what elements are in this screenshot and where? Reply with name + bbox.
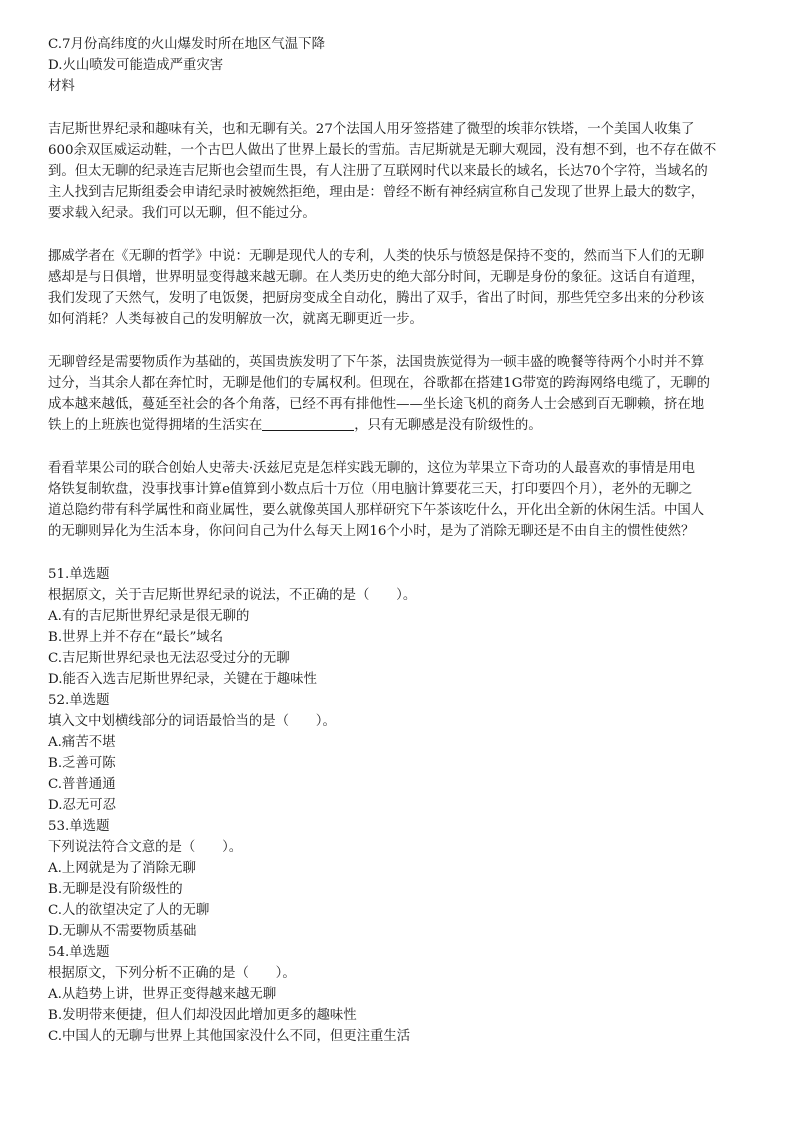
- paragraph-line: 我们发现了天然气，发明了电饭煲，把厨房变成全自动化，腾出了双手，省出了时间，那些凭空多出来的分秒该: [48, 291, 705, 306]
- paragraph-line: 感却是与日俱增，世界明显变得越来越无聊。在人类历史的绝大部分时间，无聊是身份的象征。这话自有道理，: [48, 270, 705, 285]
- blank-suffix: ，只有无聊感是没有阶级性的。: [354, 418, 542, 433]
- header-lines: [48, 34, 758, 97]
- option-d: D.忍无可忍: [48, 798, 117, 813]
- blank-prefix: 铁上的上班族也觉得拥堵的生活实在: [48, 418, 263, 433]
- question-stem: 根据原文，下列分析不正确的是（ ）。: [48, 966, 296, 981]
- paragraph-line: 无聊曾经是需要物质作为基础的，英国贵族发明了下午茶，法国贵族觉得为一顿丰盛的晚餐等待两个小时并不算: [48, 355, 705, 370]
- option-c: C.中国人的无聊与世界上其他国家没什么不同，但更注重生活: [48, 1029, 411, 1044]
- question-stem: 下列说法符合文意的是（ ）。: [48, 840, 243, 855]
- question-number: 52.单选题: [48, 693, 110, 708]
- option-b: B.世界上并不存在“最长”域名: [48, 630, 224, 645]
- question-stem: 填入文中划横线部分的词语最恰当的是（ ）。: [48, 714, 336, 729]
- question-51: [48, 564, 758, 690]
- question-52: [48, 690, 758, 816]
- paragraph-line: 到。但太无聊的纪录连吉尼斯也会望而生畏，有人注册了互联网时代以来最长的域名，长达70个字符，当域名的: [48, 164, 708, 179]
- passage-paragraph-3: [48, 352, 758, 436]
- paragraph-line: 600余双匡威运动鞋，一个古巴人做出了世界上最长的雪茄。吉尼斯就是无聊大观园，没有想不到，也不存在做不: [48, 143, 717, 158]
- passage-paragraph-1: [48, 119, 758, 224]
- option-c: C.人的欲望决定了人的无聊: [48, 903, 210, 918]
- passage-paragraph-4: [48, 458, 758, 542]
- paragraph-line-with-blank: [48, 415, 758, 436]
- paragraph-line: 过分，当其余人都在奔忙时，无聊是他们的专属权利。但现在，谷歌都在搭建1G带宽的跨海网络电缆了，无聊的: [48, 376, 710, 391]
- paragraph-line: 的无聊则异化为生活本身，你问问自己为什么每天上网16个小时，是为了消除无聊还是不由自主的惯性使然？: [48, 524, 695, 539]
- paragraph-line: 挪威学者在《无聊的哲学》中说：无聊是现代人的专利，人类的快乐与愤怒是保持不变的，然而当下人们的无聊: [48, 249, 705, 264]
- question-number: 51.单选题: [48, 567, 110, 582]
- option-d-prev: D.火山喷发可能造成严重灾害: [48, 58, 224, 73]
- paragraph-line: 主人找到吉尼斯组委会申请纪录时被婉然拒绝，理由是：曾经不断有神经病宣称自己发现了世界上最大的数字，: [48, 185, 705, 200]
- option-b: B.无聊是没有阶级性的: [48, 882, 183, 897]
- document-page: [48, 34, 758, 1047]
- fill-in-blank: [262, 417, 354, 431]
- paragraph-line: 如何消耗？人类每被自己的发明解放一次，就离无聊更近一步。: [48, 312, 423, 327]
- paragraph-line: 吉尼斯世界纪录和趣味有关，也和无聊有关。27个法国人用牙签搭建了微型的埃菲尔铁塔，一个美国人收集了: [48, 122, 695, 137]
- option-a: A.痛苦不堪: [48, 735, 116, 750]
- option-b: B.乏善可陈: [48, 756, 116, 771]
- material-heading: 材料: [48, 79, 75, 94]
- option-c: C.普普通通: [48, 777, 116, 792]
- question-number: 54.单选题: [48, 945, 110, 960]
- question-stem: 根据原文，关于吉尼斯世界纪录的说法，不正确的是（ ）。: [48, 588, 417, 603]
- question-number: 53.单选题: [48, 819, 110, 834]
- option-d: D.无聊从不需要物质基础: [48, 924, 197, 939]
- paragraph-line: 道总隐约带有科学属性和商业属性，要么就像英国人那样研究下午茶该吃什么，开化出全新的休闲生活。中国人: [48, 503, 705, 518]
- paragraph-line: 成本越来越低，蔓延至社会的各个角落，已经不再有排他性——坐长途飞机的商务人士会感到百无聊赖，挤在地: [48, 397, 705, 412]
- option-a: A.有的吉尼斯世界纪录是很无聊的: [48, 609, 250, 624]
- option-a: A.从趋势上讲，世界正变得越来越无聊: [48, 987, 277, 1002]
- paragraph-line: 看看苹果公司的联合创始人史蒂夫·沃兹尼克是怎样实践无聊的，这位为苹果立下奇功的人最喜欢的事情是用电: [48, 461, 696, 476]
- passage-paragraph-2: [48, 246, 758, 330]
- option-d: D.能否入选吉尼斯世界纪录，关键在于趣味性: [48, 672, 317, 687]
- question-53: [48, 816, 758, 942]
- question-54: [48, 942, 758, 1047]
- paragraph-line: 要求载入纪录。我们可以无聊，但不能过分。: [48, 206, 316, 221]
- option-c-prev: C.7月份高纬度的火山爆发时所在地区气温下降: [48, 37, 325, 52]
- paragraph-line: 烙铁复制软盘，没事找事计算e值算到小数点后十万位（用电脑计算要花三天，打印要四个月），老外的无聊之: [48, 482, 692, 497]
- option-b: B.发明带来便捷，但人们却没因此增加更多的趣味性: [48, 1008, 357, 1023]
- option-c: C.吉尼斯世界纪录也无法忍受过分的无聊: [48, 651, 290, 666]
- option-a: A.上网就是为了消除无聊: [48, 861, 196, 876]
